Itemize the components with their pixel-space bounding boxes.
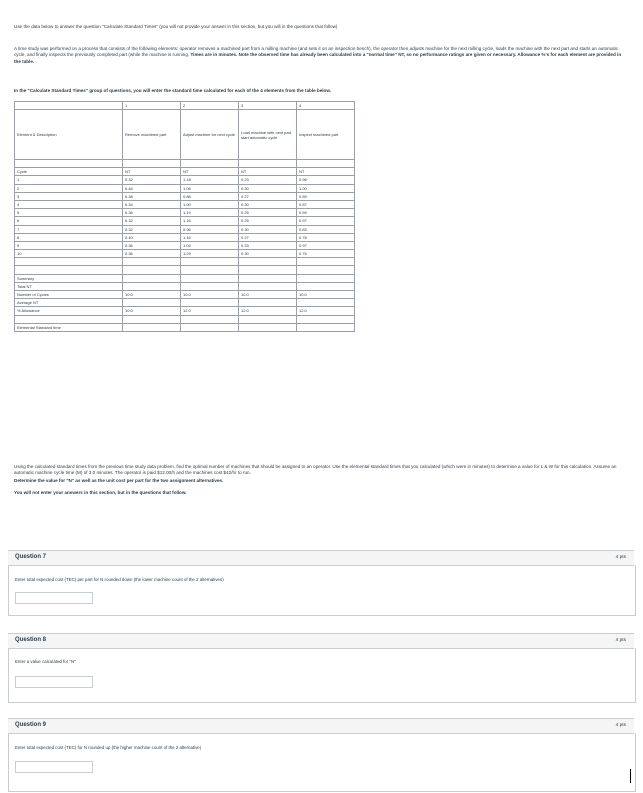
nt-value: 1.16 <box>181 217 239 225</box>
question-points: 4 pts <box>615 554 626 560</box>
question-9-header <box>8 718 634 734</box>
nt-value: 1.04 <box>181 241 239 249</box>
num-cycles-value: 10.0 <box>297 291 355 299</box>
nt-value: 0.96 <box>297 176 355 184</box>
study-description-note: Times are in minutes. Note the observed time has already been calculated into a "normal time" NT, so no performance ratings are given or necessary. Allowance %'s for each element are provided in the table. <box>14 52 622 64</box>
nt-value: 1.16 <box>181 233 239 241</box>
nt-header-row <box>15 168 355 176</box>
element-description: Remove machined part <box>123 110 181 160</box>
nt-value: 0.30 <box>239 225 297 233</box>
nt-value: 0.36 <box>123 241 181 249</box>
instruction-intro: Use the data below to answer the question "Calculate Standard Times" (you will not provide your answer in this section, but you will in the questions that follow) <box>14 24 338 29</box>
total-nt-label: Total NT <box>15 282 123 290</box>
spacer-row <box>15 160 355 168</box>
question-title: Question 9 <box>15 722 47 728</box>
nt-value: 0.23 <box>239 176 297 184</box>
text-cursor <box>630 769 631 783</box>
nt-value: 0.97 <box>297 241 355 249</box>
nt-value: 0.38 <box>123 192 181 200</box>
element-number-row <box>15 102 355 110</box>
cycle-number: 4 <box>15 200 123 208</box>
time-study-table <box>14 101 355 332</box>
table-row <box>15 192 355 200</box>
nt-value: 0.36 <box>123 209 181 217</box>
table-row <box>15 233 355 241</box>
table-row <box>15 184 355 192</box>
num-cycles-value: 10.0 <box>123 291 181 299</box>
nt-value: 0.88 <box>181 192 239 200</box>
nt-value: 1.19 <box>181 209 239 217</box>
table-row <box>15 241 355 249</box>
question-7-answer-input[interactable] <box>15 592 93 604</box>
nt-value: 0.78 <box>297 233 355 241</box>
allowance-value: 10.0 <box>123 307 181 315</box>
answer-note: You will not enter your answers in this section, but in the questions that follow. <box>14 490 187 495</box>
nt-value: 0.89 <box>297 192 355 200</box>
study-description-text: A time study was performed on a process that consists of the following elements: operator removes a machined part from a milling machine (and sets it on an inspection bench), the operator then adjusts machine for the next milling cycle, loads the machine with the next part and starts an automatic cycle, and finally inspects the previously completed part (while the machine is running. <box>14 46 619 58</box>
table-row <box>15 225 355 233</box>
nt-value: 0.34 <box>123 200 181 208</box>
cycle-number: 7 <box>15 225 123 233</box>
total-nt-row <box>15 282 355 290</box>
cycle-number: 8 <box>15 233 123 241</box>
table-row <box>15 200 355 208</box>
question-8-body <box>8 648 636 703</box>
table-row <box>15 217 355 225</box>
question-title: Question 8 <box>15 637 47 643</box>
cycle-number: 9 <box>15 241 123 249</box>
question-9-body <box>8 733 636 792</box>
elemental-standard-label: Elemental Standard time <box>15 323 123 331</box>
spacer-row <box>15 266 355 274</box>
nt-value: 0.32 <box>123 225 181 233</box>
element-description: Load machine with next part, start automatic cycle <box>239 110 297 160</box>
cycle-number: 10 <box>15 250 123 258</box>
nt-value: 0.36 <box>123 250 181 258</box>
table-instruction: In the "Calculate Standard Times" group of questions, you will enter the standard time calculated for each of the 4 elements from the table below. <box>14 88 332 93</box>
question-title: Question 7 <box>15 554 47 560</box>
nt-header: NT <box>123 168 181 176</box>
nt-value: 0.97 <box>297 217 355 225</box>
nt-value: 0.32 <box>123 217 181 225</box>
nt-value: 0.40 <box>123 233 181 241</box>
num-cycles-value: 10.0 <box>181 291 239 299</box>
nt-value: 0.30 <box>239 250 297 258</box>
question-7-header <box>8 550 634 566</box>
allowance-value: 12.0 <box>239 307 297 315</box>
nt-value: 1.18 <box>181 176 239 184</box>
cycle-label: Cycle <box>15 168 123 176</box>
element-description-label: Element & Description <box>15 110 123 160</box>
question-8-header <box>8 633 634 649</box>
nt-value: 1.00 <box>181 200 239 208</box>
element-number: 2 <box>181 102 239 110</box>
question-8-answer-input[interactable] <box>15 676 93 688</box>
avg-nt-row <box>15 299 355 307</box>
nt-value: 0.25 <box>239 217 297 225</box>
nt-value: 1.00 <box>297 184 355 192</box>
nt-value: 0.76 <box>297 250 355 258</box>
table-row <box>15 250 355 258</box>
nt-value: 0.33 <box>239 241 297 249</box>
num-cycles-value: 10.0 <box>239 291 297 299</box>
cycle-number: 6 <box>15 217 123 225</box>
element-description-row <box>15 110 355 160</box>
question-7-body <box>8 565 636 616</box>
nt-header: NT <box>239 168 297 176</box>
question-points: 4 pts <box>615 637 626 643</box>
summary-label: Summary <box>15 274 123 282</box>
nt-value: 1.29 <box>181 250 239 258</box>
element-description: Inspect machined part <box>297 110 355 160</box>
optimal-machines-problem: Using the calculated standard times from the previous time study data problem, find the optimal number of machines that should be assigned to an operator. Use the elemental standard times that you calculated (which were in minutes) to determine a value for L & W for this calculation. Assume an automatic machine cycle time (M) of 3.0 minutes. The operator is paid $12.00/h and the machines cost $42/hr to run. <box>14 464 617 476</box>
nt-value: 0.46 <box>123 184 181 192</box>
nt-value: 0.30 <box>239 200 297 208</box>
allowance-value: 12.0 <box>181 307 239 315</box>
num-cycles-row <box>15 291 355 299</box>
blank-cell <box>15 102 123 110</box>
nt-header: NT <box>297 168 355 176</box>
table-row <box>15 176 355 184</box>
question-9-text: Enter total expected cost (TEC) for N rounded up (the higher machine count of the 2 alternative) <box>15 745 202 750</box>
question-8-text: Enter a value calculated for "N" <box>15 659 76 664</box>
nt-value: 0.87 <box>297 200 355 208</box>
nt-value: 0.59 <box>297 209 355 217</box>
avg-nt-label: Average NT <box>15 299 123 307</box>
allowance-value: 12.0 <box>297 307 355 315</box>
nt-header: NT <box>181 168 239 176</box>
element-description: Adjust machine for next cycle <box>181 110 239 160</box>
cycle-number: 3 <box>15 192 123 200</box>
nt-value: 0.25 <box>239 209 297 217</box>
element-number: 1 <box>123 102 181 110</box>
question-points: 4 pts <box>615 722 626 728</box>
allowance-label: % Allowance <box>15 307 123 315</box>
num-cycles-label: Number of Cycles <box>15 291 123 299</box>
element-number: 4 <box>297 102 355 110</box>
question-7-text: Enter total expected cost (TEC) per part for N rounded down (the lower machine count of the 2 alternatives) <box>15 577 224 582</box>
table-row <box>15 209 355 217</box>
nt-value: 0.27 <box>239 233 297 241</box>
summary-row <box>15 274 355 282</box>
nt-value: 0.83 <box>297 225 355 233</box>
allowance-row <box>15 307 355 315</box>
cycle-number: 2 <box>15 184 123 192</box>
nt-value: 0.30 <box>239 184 297 192</box>
nt-value: 1.08 <box>181 184 239 192</box>
cycle-number: 5 <box>15 209 123 217</box>
determine-n-instruction: Determine the value for "N" as well as the unit cost per part for the two assignment alternatives. <box>14 478 224 483</box>
nt-value: 0.32 <box>123 176 181 184</box>
spacer-row <box>15 258 355 266</box>
nt-value: 0.96 <box>181 225 239 233</box>
study-description <box>14 46 626 65</box>
cycle-number: 1 <box>15 176 123 184</box>
nt-value: 0.27 <box>239 192 297 200</box>
elemental-standard-row <box>15 323 355 331</box>
element-number: 3 <box>239 102 297 110</box>
spacer-row <box>15 315 355 323</box>
question-9-answer-input[interactable] <box>15 761 93 773</box>
